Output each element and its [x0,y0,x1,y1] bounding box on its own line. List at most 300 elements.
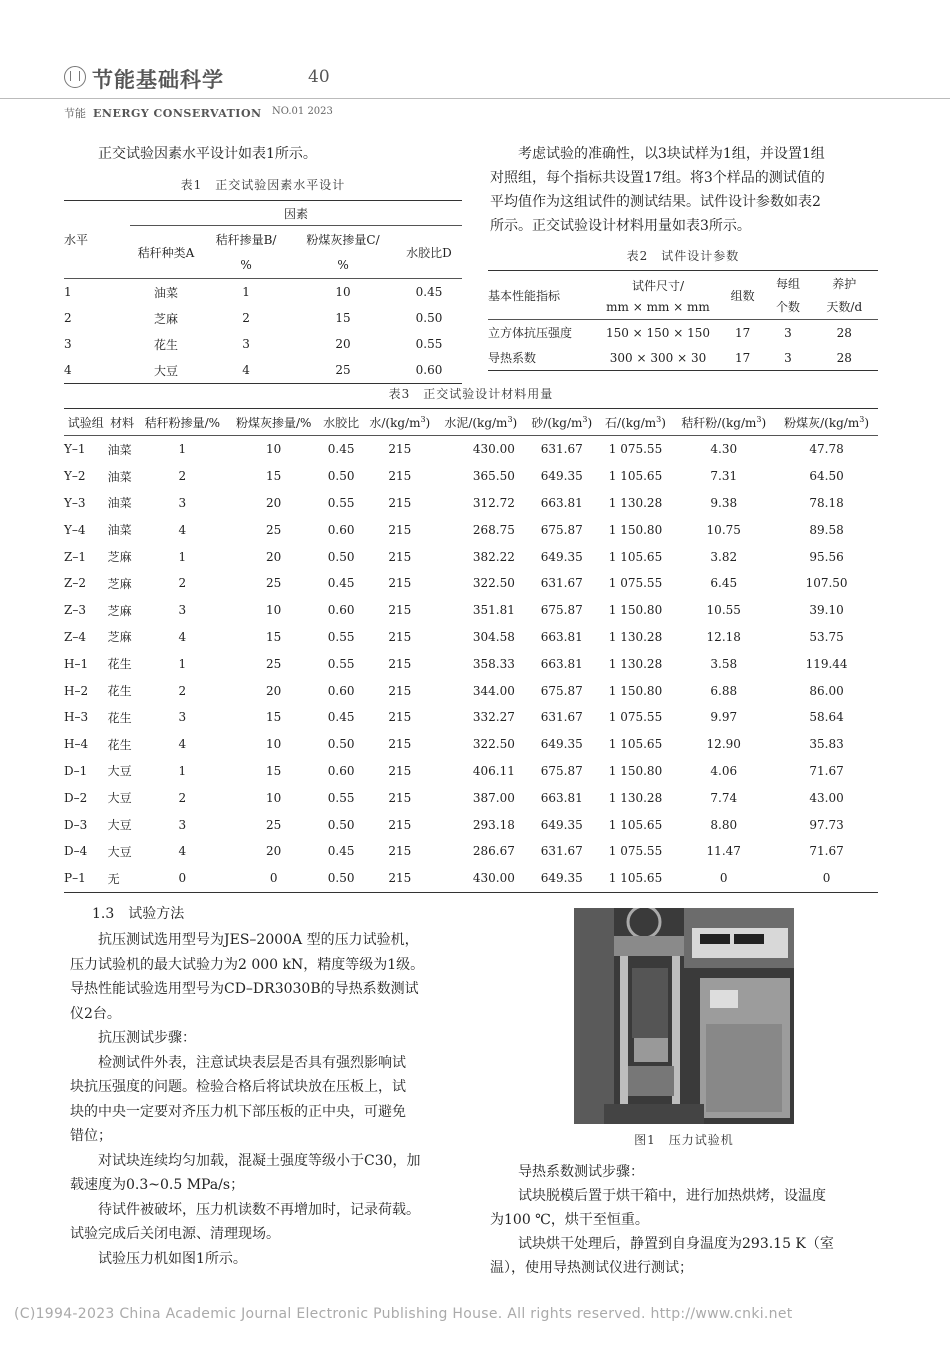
t3-cell: Y–2 [64,469,86,484]
t3-cell: 1 105.65 [608,469,663,484]
t3-cell: 10 [266,442,282,457]
t3-row [64,597,878,624]
t1-row [64,279,462,306]
t3-cell: 花生 [107,684,132,699]
t3-header-cell [672,409,775,436]
t3-cell: 0 [269,871,278,886]
section-heading: 1.3 试验方法 [92,906,185,922]
t3-cell: 351.81 [472,603,515,618]
t3-cell: 663.81 [540,790,583,805]
t3-row [64,704,878,731]
t3-cell: 花生 [107,710,132,725]
t3-cell: 0.45 [327,442,355,457]
t3-cell: 215 [388,737,412,752]
t3-cell: 215 [388,656,412,671]
t3-cell: 4 [178,844,187,859]
left-body-line: 试验完成后关闭电源、清理现场。 [70,1226,280,1242]
t3-header-text: 秸秆粉掺量/% [144,415,221,430]
t3-cell: 215 [388,469,412,484]
t3-cell: Y–1 [64,442,86,457]
t2-cell: 28 [836,350,852,365]
table3-caption: 表3 正交试验设计材料用量 [388,387,554,401]
t3-cell: 1 075.55 [608,576,663,591]
t3-cell: 芝麻 [107,550,132,565]
table1-caption: 表1 正交试验因素水平设计 [180,178,346,192]
t3-cell: 20 [266,495,282,510]
t3-cell: 20 [266,683,282,698]
t3-header-close: ) [512,415,518,430]
table2-caption: 表2 试件设计参数 [626,249,740,263]
t3-cell: D–2 [64,790,88,805]
t3-cell: 1 150.80 [608,522,663,537]
t3-row [64,811,878,838]
t3-cell: 大豆 [107,791,132,806]
t1-col-b2: % [240,258,252,272]
t3-cell: 9.97 [710,710,738,725]
t3-header-sup: 3 [756,414,762,424]
t3-cell: 344.00 [472,683,515,698]
t3-cell: 215 [388,817,412,832]
right-intro [490,142,880,238]
right-body-line: 温），使用导热测试仪进行测试； [490,1260,693,1276]
t3-cell: 71.67 [809,763,844,778]
t1-cell: 0.60 [415,363,443,377]
t3-header-sup: 3 [420,414,426,424]
t3-cell: 花生 [107,737,132,752]
t3-cell: D–3 [64,817,88,832]
t3-cell: 15 [266,469,282,484]
left-body-line: 压力试验机的最大试验力为2 000 kN，精度等级为1级。 [70,956,425,973]
right-intro-line: 平均值作为这组试件的测试结果。试件设计参数如表2 [490,194,821,210]
t3-cell: 6.88 [710,683,738,698]
t2-cell: 17 [735,325,751,340]
t3-cell: 1 075.55 [608,710,663,725]
t3-header-close: ) [864,415,869,430]
t3-cell: 3 [178,817,187,832]
t3-cell: 7.31 [710,469,738,484]
t3-cell: 油菜 [107,496,132,511]
t3-cell: 0.50 [327,549,355,564]
t3-row [64,463,878,490]
t3-cell: 15 [266,629,282,644]
t3-cell: 0.55 [327,656,355,671]
t3-row [64,516,878,543]
t3-cell: 293.18 [472,817,515,832]
left-body-line: 载速度为0.3~0.5 MPa/s； [70,1177,245,1193]
t2-row [488,345,878,371]
t3-cell: 1 [178,656,187,671]
table3 [64,408,878,893]
left-body-line: 块的中央一定要对齐压力机下部压板的正中央，可避免 [70,1103,406,1120]
t3-cell: 2 [178,790,187,805]
t3-cell: 631.67 [540,576,583,591]
t1-cell: 1 [242,285,250,299]
t3-header-text: 材料 [110,415,135,430]
t1-cell: 0.50 [415,311,443,325]
left-body-line: 错位； [70,1128,112,1144]
t3-cell: 268.75 [472,522,515,537]
t3-cell: 1 105.65 [608,737,663,752]
t3-header-close: ) [425,415,431,430]
t3-cell: 649.35 [540,737,583,752]
t3-cell: 1 [178,763,187,778]
figure-caption: 图1 压力试验机 [634,1133,734,1147]
t3-cell: 215 [388,442,412,457]
t3-cell: 675.87 [540,522,583,537]
t1-cell: 4 [242,363,250,377]
t2-h5b: 天数/d [826,300,863,314]
t2-h4a: 每组 [775,277,800,291]
t3-header-cell [775,409,878,436]
t3-cell: 12.18 [706,629,741,644]
t2-row [488,320,878,346]
t3-cell: Z–1 [64,549,86,564]
t3-cell: 631.67 [540,442,583,457]
press-machine-illustration [574,908,794,1124]
t3-cell: 86.00 [809,683,844,698]
subtitle-cn: 节能 [64,107,86,120]
t2-cell: 导热系数 [488,351,537,365]
t3-cell: 1 150.80 [608,763,663,778]
t3-cell: 油菜 [107,523,132,538]
t3-cell: 387.00 [472,790,515,805]
t3-cell: 0.50 [327,469,355,484]
left-body-line: 待试件被破坏，压力机读数不再增加时，记录荷载。 [70,1201,420,1218]
t3-cell: 1 [178,442,187,457]
t3-cell: 1 130.28 [608,629,663,644]
t3-header-cell [108,409,137,436]
t3-cell: 芝麻 [107,576,132,591]
t3-cell: 20 [266,844,282,859]
t3-header-close: ) [587,415,593,430]
t3-cell: 0 [178,871,187,886]
left-body-line: 块抗压强度的问题。检验合格后将试块放在压板上，试 [70,1079,406,1095]
t2-h3: 组数 [730,288,755,303]
t3-cell: 304.58 [472,629,515,644]
t2-cell: 28 [836,325,852,340]
t3-cell: 花生 [107,657,132,672]
t1-row [64,331,462,357]
t3-cell: 10 [266,737,282,752]
t3-cell: 0 [719,871,728,886]
t3-cell: Z–4 [64,629,86,644]
t3-cell: 0.55 [327,629,355,644]
t3-header-text: 粉煤灰掺量/% [235,415,312,430]
t2-cell: 17 [735,350,751,365]
t1-col-factor: 因素 [130,201,462,226]
t3-cell: 430.00 [472,871,515,886]
t3-header-cell [228,409,319,436]
left-body-line: 对试块连续均匀加载，混凝土强度等级小于C30，加 [70,1152,421,1169]
t3-header-cell [525,409,599,436]
t3-cell: Y–3 [64,495,86,510]
t3-cell: 3.82 [710,549,738,564]
left-body [70,928,462,1271]
t3-cell: 0 [822,871,831,886]
t3-cell: 675.87 [540,683,583,698]
t3-row [64,543,878,570]
t3-header-cell [599,409,673,436]
left-body-line: 导热性能试验选用型号为CD–DR3030B的导热系数测试 [70,981,419,997]
t3-cell: 10 [266,790,282,805]
t3-row [64,624,878,651]
t3-cell: 芝麻 [107,630,132,645]
t3-header-sup: 3 [656,414,662,424]
t2-cell: 立方体抗压强度 [488,326,573,340]
t3-header-text: 粉煤灰/(kg/m [784,415,860,430]
t3-cell: 6.45 [710,576,738,591]
t3-cell: 3 [178,495,187,510]
t3-cell: 215 [388,790,412,805]
t3-cell: 2 [178,576,187,591]
t3-cell: Z–3 [64,603,86,618]
t1-cell: 2 [242,311,250,325]
t3-cell: 406.11 [472,763,515,778]
t3-cell: 0.45 [327,844,355,859]
t3-cell: 10.75 [706,522,741,537]
t1-cell: 大豆 [153,363,178,378]
t3-cell: 1 130.28 [608,790,663,805]
t3-cell: 12.90 [706,737,741,752]
t3-header-text: 试验组 [67,415,104,430]
journal-subtitle [64,105,262,121]
t3-cell: 649.35 [540,817,583,832]
t3-cell: 631.67 [540,710,583,725]
t3-cell: 215 [388,683,412,698]
t1-cell: 10 [335,285,351,299]
t3-cell: 95.56 [809,549,844,564]
t3-cell: 10 [266,603,282,618]
t3-cell: 286.67 [472,844,515,859]
right-body [490,1160,882,1280]
t3-cell: 1 075.55 [608,844,663,859]
t3-header-text: 砂/(kg/m [531,415,583,430]
t3-cell: 11.47 [706,844,741,859]
t3-cell: 322.50 [472,737,515,752]
t3-cell: 7.74 [710,790,738,805]
t3-cell: 47.78 [809,442,844,457]
t1-row [64,305,462,331]
t3-cell: 3 [178,603,187,618]
t3-cell: 89.58 [809,522,844,537]
t3-cell: 430.00 [472,442,515,457]
right-body-line: 为100 ℃，烘干至恒重。 [490,1212,649,1228]
t3-cell: 215 [388,844,412,859]
t3-cell: 0.45 [327,710,355,725]
t3-cell: 1 150.80 [608,603,663,618]
t3-row [64,677,878,704]
t1-col-d: 水胶比D [406,245,452,260]
t3-cell: 649.35 [540,469,583,484]
t2-h4b: 个数 [775,300,800,314]
t1-row [64,357,462,384]
left-body-line: 仪2台。 [70,1005,121,1022]
t3-cell: 1 150.80 [608,683,663,698]
t3-cell: 78.18 [809,495,844,510]
t3-cell: 0.50 [327,817,355,832]
t3-cell: 631.67 [540,844,583,859]
right-body-line: 试块脱模后置于烘干箱中，进行加热烘烤，设温度 [490,1188,826,1204]
subtitle-en: ENERGY CONSERVATION [93,107,262,120]
t2-h2 [596,271,720,320]
issue-number: NO.01 2023 [272,106,333,117]
t3-cell: 675.87 [540,763,583,778]
t3-cell: H–1 [64,656,89,671]
t3-cell: 3 [178,710,187,725]
t3-cell: 663.81 [540,495,583,510]
left-body-line: 检测试件外表，注意试块表层是否具有强烈影响试 [70,1054,406,1071]
t3-cell: 64.50 [809,469,844,484]
t3-header-cell [319,409,363,436]
right-intro-line: 所示。正交试验设计材料用量如表3所示。 [490,218,751,234]
t3-cell: 20 [266,549,282,564]
t3-cell: 358.33 [472,656,515,671]
t1-cell: 15 [335,311,351,325]
t3-cell: 4 [178,737,187,752]
journal-title: 节能基础科学 [92,68,224,92]
t3-cell: 215 [388,495,412,510]
right-body-line: 导热系数测试步骤： [490,1164,644,1180]
t3-cell: 油菜 [107,442,132,457]
right-intro-line: 对照组，每个指标共设置17组。将3个样品的测试值的 [490,170,825,186]
t3-cell: 4 [178,522,187,537]
header-rule [0,98,950,99]
t3-cell: 58.64 [809,710,844,725]
t2-h1: 基本性能指标 [488,288,561,303]
copyright-footer: (C)1994-2023 China Academic Journal Electronic Publishing House. All rights reserved. http://www.cnki.net [14,1306,793,1322]
page-number: 40 [308,67,330,87]
t3-cell: H–4 [64,737,89,752]
t3-cell: 1 105.65 [608,549,663,564]
t1-cell: 2 [64,311,72,325]
t2-cell: 150 × 150 × 150 [605,325,711,340]
t3-cell: 无 [107,871,120,886]
t3-cell: 322.50 [472,576,515,591]
t1-col-c2: % [337,258,349,272]
left-body-line: 抗压测试步骤： [70,1030,196,1046]
t3-cell: 71.67 [809,844,844,859]
t2-cell: 3 [784,325,792,340]
t2-h5a: 养护 [832,277,857,291]
t3-header-sup: 3 [582,414,588,424]
t3-cell: 2 [178,683,187,698]
t3-header-cell [137,409,228,436]
right-body-line: 试块烘干处理后，静置到自身温度为293.15 K（室 [490,1236,834,1252]
t1-cell: 1 [64,285,72,299]
t2-cell: 300 × 300 × 30 [609,350,707,365]
t1-cell: 20 [335,337,351,351]
t3-cell: 663.81 [540,629,583,644]
t2-cell: 3 [784,350,792,365]
t3-cell: 215 [388,603,412,618]
t2-h5 [811,271,878,320]
t3-cell: 43.00 [809,790,844,805]
left-intro: 正交试验因素水平设计如表1所示。 [98,146,317,162]
t1-col-b1: 秸秆掺量B/ [215,232,277,247]
t3-header-cell [64,409,108,436]
t3-cell: 4.30 [710,442,738,457]
t3-cell: 215 [388,871,412,886]
t3-row [64,731,878,758]
t1-cell: 3 [64,337,72,351]
t3-cell: 215 [388,710,412,725]
t3-row [64,865,878,892]
t3-row [64,784,878,811]
t3-cell: 215 [388,629,412,644]
t3-cell: 97.73 [809,817,844,832]
t3-cell: 芝麻 [107,603,132,618]
t3-cell: 25 [266,817,282,832]
t3-cell: 0.60 [327,763,355,778]
table2 [488,270,878,371]
journal-logo-icon [64,66,86,88]
t3-cell: 0.55 [327,790,355,805]
t3-cell: 大豆 [107,818,132,833]
t3-header-text: 水泥/(kg/m [444,415,508,430]
t3-cell: 9.38 [710,495,738,510]
t3-cell: 332.27 [472,710,515,725]
t3-header-cell [363,409,437,436]
t3-row [64,436,878,463]
t3-header-cell [437,409,525,436]
t3-cell: 675.87 [540,603,583,618]
t1-col-c1: 粉煤灰掺量C/ [306,232,380,247]
figure-press-machine-photo [574,908,794,1124]
t3-cell: 215 [388,549,412,564]
t3-cell: 大豆 [107,764,132,779]
t3-cell: 215 [388,522,412,537]
t1-cell: 花生 [153,337,178,352]
t3-row [64,570,878,597]
t3-cell: 119.44 [805,656,848,671]
t3-header-sup: 3 [859,414,865,424]
t3-cell: 油菜 [107,469,132,484]
t3-cell: 107.50 [805,576,848,591]
t1-cell: 0.55 [415,337,443,351]
t3-cell: 0.50 [327,871,355,886]
t3-cell: 1 105.65 [608,817,663,832]
t3-cell: 10.55 [706,603,741,618]
t1-col-a: 秸秆种类A [137,245,195,260]
t3-cell: Y–4 [64,522,86,537]
t3-cell: 0.45 [327,576,355,591]
t1-cell: 0.45 [415,285,443,299]
t3-row [64,838,878,865]
t2-h4 [765,271,810,320]
t3-header-sup: 3 [507,414,513,424]
t3-cell: 15 [266,763,282,778]
t3-cell: 1 [178,549,187,564]
t3-cell: 649.35 [540,871,583,886]
t3-cell: P–1 [64,871,86,886]
t3-cell: 25 [266,656,282,671]
t1-cell: 4 [64,363,72,377]
t3-cell: 312.72 [472,495,515,510]
t1-cell: 油菜 [153,285,178,300]
t1-cell: 芝麻 [153,311,178,326]
t3-cell: H–3 [64,710,89,725]
t3-cell: 15 [266,710,282,725]
t1-col-level: 水平 [64,233,89,247]
t3-cell: D–4 [64,844,88,859]
right-intro-line: 考虑试验的准确性，以3块试样为1组，并设置1组 [518,146,825,162]
t3-cell: 25 [266,576,282,591]
t3-row [64,490,878,517]
t3-cell: 35.83 [809,737,844,752]
table1 [64,200,462,384]
t3-header-text: 水胶比 [323,415,360,430]
t3-cell: 0.60 [327,522,355,537]
